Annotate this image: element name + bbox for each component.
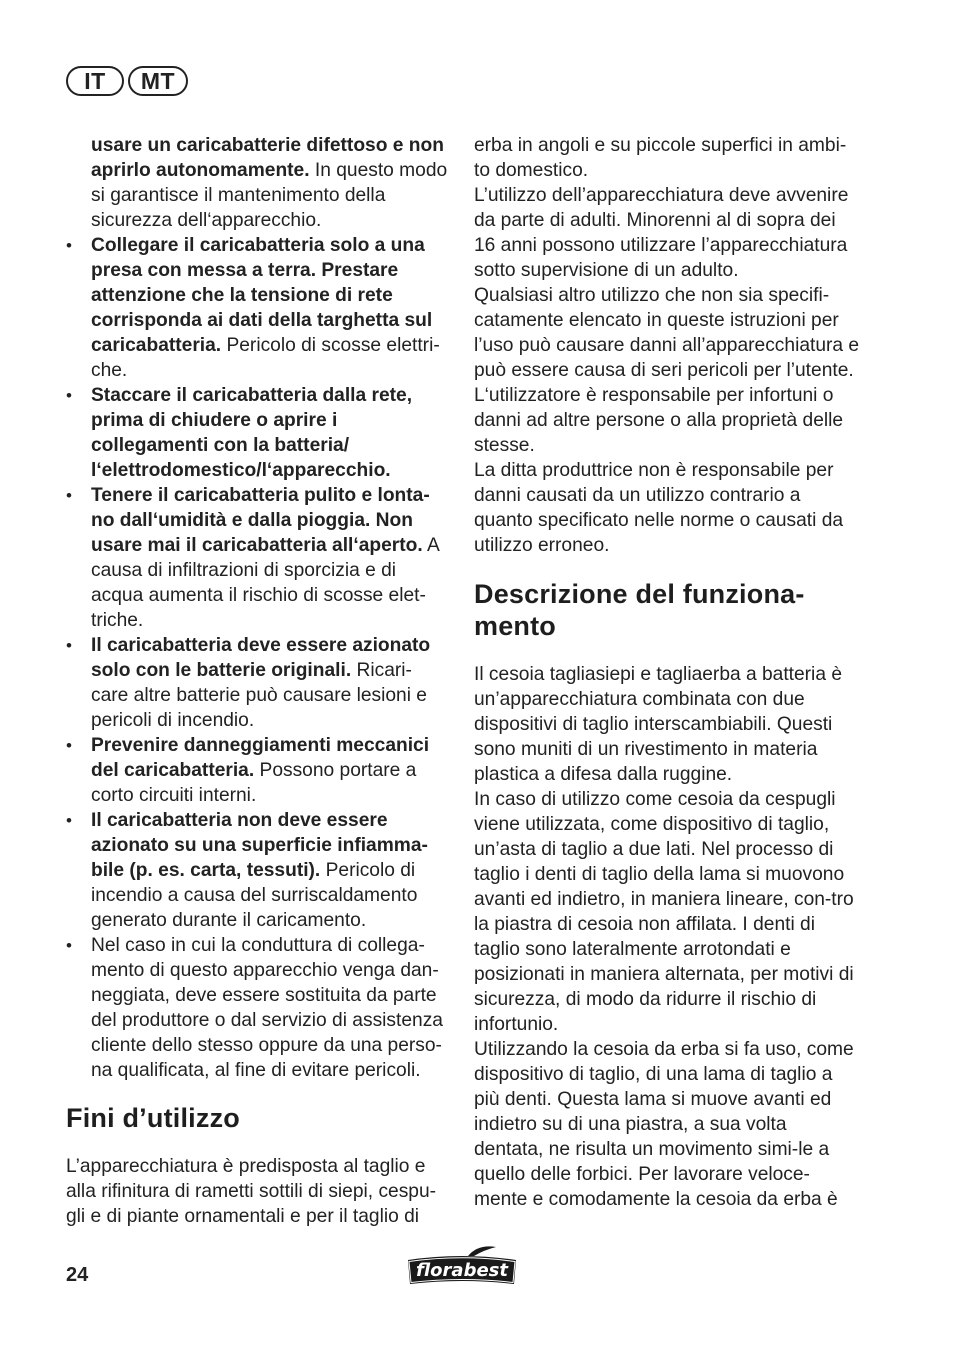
list-item (66, 733, 448, 808)
bullet-text: A causa di infiltrazioni di sporcizia e di acqua aumenta il rischio di scosse elet-triche. (91, 535, 439, 631)
left-column (66, 133, 448, 1229)
bullet-bold: Prevenire danneggiamenti meccanici del caricabatteria. (91, 735, 430, 781)
bullet-text: Ricari-care altre batterie può causare lesioni e pericoli di incendio. (91, 660, 427, 731)
section-heading-usage: Fini d’utilizzo (66, 1103, 240, 1133)
paragraph: Utilizzando la cesoia da erba si fa uso, come dispositivo di taglio, di una lama di taglio a più denti. Questa lama si muove avanti ed indietro su di una piastra, a sua volta dentata, ne risulta un movimento simi-le a quello delle forbici. Per lavorare veloce-mente e comodamente la cesoia da erba è (474, 1039, 854, 1210)
paragraph: Il cesoia tagliasiepi e tagliaerba a batteria è un’apparecchiatura combinata con due dispositivi di taglio interscambiabili. Questi sono muniti di un rivestimento in materia plastica a difesa dalla ruggine. (474, 664, 842, 785)
leaf-icon (468, 1246, 496, 1256)
intro-paragraph (66, 133, 448, 233)
intro-text: In questo modo si garantisce il mantenimento della sicurezza dell‘apparecchio. (91, 160, 448, 231)
bullet-bold: Collegare il caricabatteria solo a una presa con messa a terra. Prestare attenzione che la tensione di rete corrisponda ai dati della targhetta sul caricabatteria. (91, 235, 433, 356)
paragraph: La ditta produttrice non è responsabile per danni causati da un utilizzo contrario a quanto specificato nelle norme o causati da utilizzo erroneo. (474, 460, 844, 556)
section-heading-function: Descrizione del funziona-mento (474, 579, 805, 641)
language-tab-it: IT (66, 66, 124, 96)
bullet-text: Nel caso in cui la conduttura di collega-mento di questo apparecchio venga dan-neggiata, deve essere sostituita da parte del produttore o dal servizio di assistenza cliente dello stesso oppure da una perso-na qualificata, al fine di evitare pericoli. (91, 935, 443, 1081)
safety-bullet-list (66, 233, 448, 1083)
bullet-bold: Staccare il caricabatteria dalla rete, prima di chiudere o aprire i collegamenti con la batteria/ l‘elettrodomestico/l‘apparecchio. (91, 385, 413, 481)
bullet-bold: Il caricabatteria non deve essere azionato su una superficie infiamma-bile (p. es. carta, tessuti). (91, 810, 428, 881)
paragraph: L‘utilizzatore è responsabile per infortuni o danni ad altre persone o alla proprietà delle stesse. (474, 385, 844, 456)
page-number: 24 (66, 1264, 89, 1286)
intro-bold: usare un caricabatterie difettoso e non aprirlo autonomamente. (91, 135, 444, 181)
paragraph: erba in angoli e su piccole superfici in ambi-to domestico. (474, 135, 847, 181)
right-column (474, 133, 860, 1212)
language-tab-mt: MT (128, 66, 188, 96)
bullet-text: Pericolo di scosse elettri-che. (91, 335, 440, 381)
list-item (66, 483, 448, 633)
florabest-logo (404, 1244, 520, 1290)
list-item (66, 383, 448, 483)
bullet-bold: Il caricabatteria deve essere azionato solo con le batterie originali. (91, 635, 431, 681)
bullet-bold: Tenere il caricabatteria pulito e lonta-no dall‘umidità e dalla pioggia. Non usare mai il caricabatteria all‘aperto. (91, 485, 430, 556)
paragraph: In caso di utilizzo come cesoia da cespugli viene utilizzata, come dispositivo di taglio, un’asta di taglio a due lati. Nel processo di taglio i denti di taglio della lama si muovono avanti ed indietro, in maniera lineare, con-tro la piastra di cesoia non affilata. I denti di taglio sono lateralmente arrotondati e posizionati in maniera alternata, per motivi di sicurezza, di modo da ridurre il rischio di infortunio. (474, 789, 854, 1035)
bullet-text: Pericolo di incendio a causa del surriscaldamento generato durante il caricamento. (91, 860, 418, 931)
list-item (66, 633, 448, 733)
usage-paragraph: L’apparecchiatura è predisposta al taglio e alla rifinitura di rametti sottili di siepi, cespu-gli e di piante ornamentali e per il taglio di (66, 1156, 437, 1227)
list-item (66, 808, 448, 933)
paragraph: L’utilizzo dell’apparecchiatura deve avvenire da parte di adulti. Minorenni al di sopra dei 16 anni possono utilizzare l’apparecchiatura sotto supervisione di un adulto. (474, 185, 849, 281)
logo-text: florabest (416, 1260, 508, 1281)
bullet-text: Possono portare a corto circuiti interni. (91, 760, 417, 806)
list-item (66, 933, 448, 1083)
list-item (66, 233, 448, 383)
paragraph: Qualsiasi altro utilizzo che non sia specifi-catamente elencato in queste istruzioni per l’uso può causare danni all’apparecchiatura e può essere causa di seri pericoli per l’utente. (474, 285, 860, 381)
